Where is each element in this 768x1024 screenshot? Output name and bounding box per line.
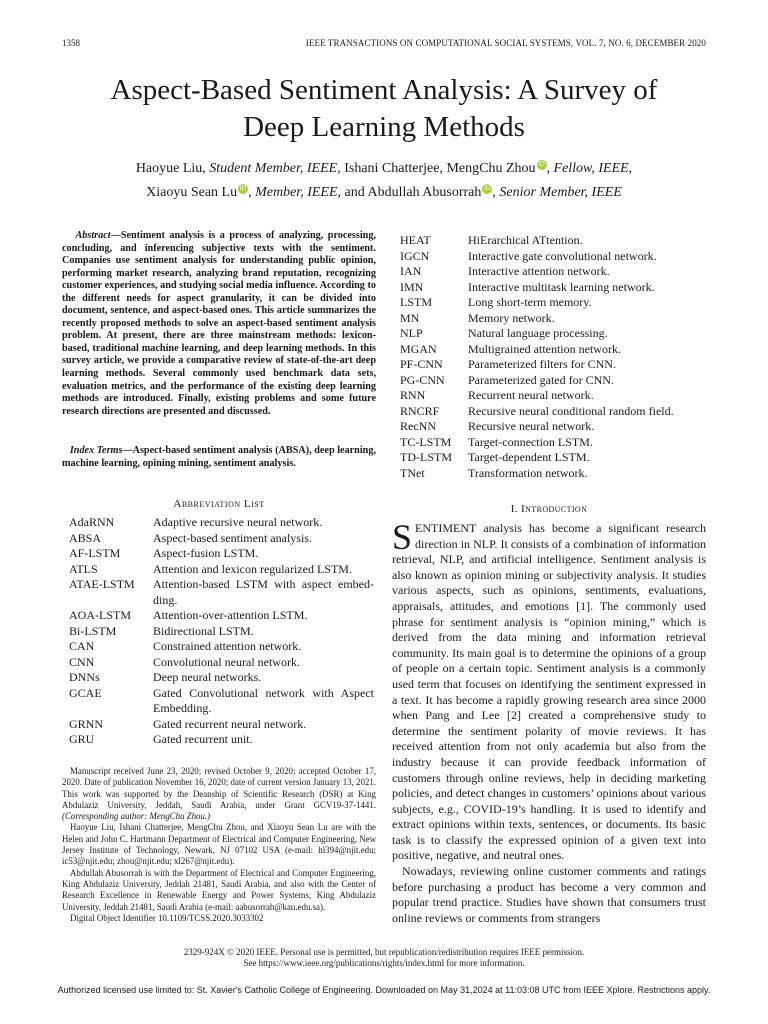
orcid-icon[interactable]: iD <box>484 185 491 193</box>
abbreviation-row <box>69 624 374 640</box>
abbreviation-definition: Natural language processing. <box>468 326 608 340</box>
abbreviation-term: ATAE-LSTM <box>69 577 135 591</box>
abbreviation-row <box>400 249 706 265</box>
abbreviation-term: HEAT <box>400 233 431 247</box>
abbreviation-term: AF-LSTM <box>69 546 121 560</box>
abbreviation-term: AOA-LSTM <box>69 608 131 622</box>
abbreviation-term: PF-CNN <box>400 357 443 371</box>
abbreviation-definition: Attention-based LSTM with aspect embed-ding. <box>153 577 374 607</box>
abbreviation-term: IAN <box>400 264 422 278</box>
abbreviation-term: DNNs <box>69 670 100 684</box>
abbreviation-row <box>400 326 706 342</box>
abbreviation-term: PG-CNN <box>400 372 445 387</box>
footnote-manuscript-text: Manuscript received June 23, 2020; revised October 9, 2020; accepted October 17, 2020. Date of publication November 16, 2020; date of current version January 13, 2021. This work was supported by the Deanship of Scientific Research (DSR) at King Abdulaziz University, Jeddah, Saudi Arabia, under Grant GCV19-37-1441. <box>62 766 376 810</box>
abbreviation-term: RNN <box>400 388 426 402</box>
abbreviation-definition: HiErarchical ATtention. <box>468 233 583 247</box>
abbreviation-row <box>400 264 706 280</box>
abbreviation-row <box>69 732 374 748</box>
abbreviation-term: RNCRF <box>400 403 440 418</box>
abbreviation-term: LSTM <box>400 295 433 309</box>
author-name: Haoyue Liu, <box>135 161 210 176</box>
abbreviation-row <box>400 435 706 451</box>
author-name: and Abdullah Abusorrah <box>341 185 482 200</box>
abbreviation-row <box>69 717 374 733</box>
doi[interactable]: Digital Object Identifier 10.1109/TCSS.2020.3033302 <box>70 912 264 923</box>
abbreviation-term: RecNN <box>400 419 436 433</box>
abbreviation-row <box>400 466 706 482</box>
abbreviation-term: NLP <box>400 326 423 340</box>
abbreviation-definition: Multigrained attention network. <box>468 341 621 356</box>
abbreviation-row <box>69 531 374 547</box>
license-notice: Authorized licensed use limited to: St. Xavier's Catholic College of Engineering. Downloaded on May 31,2024 at 11:03:08 UTC from IEEE Xplore. Restrictions apply. <box>57 985 711 995</box>
orcid-icon[interactable]: iD <box>538 161 545 169</box>
abbreviation-term: MGAN <box>400 341 437 356</box>
footnote-affiliation-2: Abdullah Abusorrah is with the Department of Electrical and Computer Engineering, King Abdulaziz University, Jeddah 21481, Saudi Arabia, and also with the Center of Research Excellence in Renewable Energy and Power Systems, King Abdulaziz University, Jeddah 21481, Saudi Arabia (e-mail: aabusorrah@kau.edu.sa). <box>62 867 376 912</box>
author-name: Xiaoyu Sean Lu <box>146 185 238 200</box>
abbreviation-definition: Recursive neural conditional random field. <box>468 403 674 418</box>
abbreviation-definition: Adaptive recursive neural network. <box>153 515 323 529</box>
abbreviation-term: TD-LSTM <box>400 450 452 464</box>
abbreviation-definition: Recursive neural network. <box>468 419 595 433</box>
copyright-line-2: See https://www.ieee.org/publications/rights/index.html for more information. <box>243 958 525 968</box>
index-terms-label: Index Terms <box>69 445 123 456</box>
abbreviation-definition: Gated Convolutional network with Aspect Embedding. <box>153 685 374 715</box>
abbreviation-row <box>69 655 374 671</box>
abbreviation-definition: Target-connection LSTM. <box>468 434 593 449</box>
paragraph-text: analysis has become a significant research direction in NLP. It consists of a combination of information retrieval, NLP, and artificial intelligence. Sentiment analysis is also known as opinion mining or subjectivity analysis. It studies various aspects, such as opinions, sentiments, evaluations, appraisals, attitudes, and emotions [1]. The commonly used phrase for sentiment analysis is “opinion mining,” which is derived from the data mining and information retrieval community. Its main goal is to determine the opinions of a group of people on a certain topic. Sentiment analysis is a commonly used term that focuses on identifying the sentiment expressed in a text. It has become a rapidly growing research area since 2000 when Pang and Lee [2] created a comprehensive study to determine the sentiment polarity of movie reviews. It has received attention from not only academia but also from the industry because it can provide feedback information of customers through online reviews, help in deciding marketing policies, and detect changes in customers’ opinions about various subjects, e.g., COVID-19’s handling. It is used to identify and extract opinions within texts, sentences, or documents. Its basic task is to classify the expressed opinion of a given text into positive, negative, and neutral ones. <box>392 521 706 863</box>
abbreviation-definition: Interactive multitask learning network. <box>468 279 655 294</box>
paper-title-line-2: Deep Learning Methods <box>243 111 525 143</box>
copyright-notice <box>120 947 648 969</box>
author-line-2 <box>80 181 688 205</box>
abbreviation-list-left <box>69 515 374 748</box>
abbreviation-row <box>400 450 706 466</box>
abbreviation-row <box>400 419 706 435</box>
abbreviation-definition: Parameterized filters for CNN. <box>468 357 616 371</box>
abbreviation-row <box>69 686 374 717</box>
abbreviation-term: MN <box>400 310 420 325</box>
abstract-text: Sentiment analysis is a process of analyzing, processing, concluding, and inferencing subjective texts with the sentiment. Companies use sentiment analysis for understanding public opinion, performing market research, analyzing brand reputation, recognizing customer experiences, and studying social media influence. According to the different needs for aspect granularity, it can be divided into document, sentence, and aspect-based ones. This article summarizes the recently proposed methods to solve an aspect-based sentiment analysis problem. At present, there are three mainstream methods: lexicon-based, traditional machine learning, and deep learning methods. In this survey article, we provide a comparative review of state-of-the-art deep learning methods. Several commonly used benchmark data sets, evaluation metrics, and the performance of the existing deep learning methods are introduced. Finally, existing problems and some future research directions are presented and discussed. <box>62 230 376 417</box>
abbreviation-definition: Attention-over-attention LSTM. <box>153 608 308 622</box>
abbreviation-definition: Gated recurrent unit. <box>153 732 253 746</box>
abbreviation-definition: Recurrent neural network. <box>468 388 594 402</box>
orcid-icon[interactable]: iD <box>239 185 247 193</box>
abbreviation-term: TC-LSTM <box>400 434 452 449</box>
abstract: Abstract—Sentiment analysis is a process of analyzing, processing, concluding, and inferencing subjective texts with the sentiment. Companies use sentiment analysis for understanding public opinion, performing market research, analyzing brand reputation, recognizing customer experiences, and studying social media influence. According to the different needs for aspect granularity, it can be divided into document, sentence, and aspect-based ones. This article summarizes the recently proposed methods to solve an aspect-based sentiment analysis problem. At present, there are three mainstream methods: lexicon-based, traditional machine learning, and deep learning methods. In this survey article, we provide a comparative review of state-of-the-art deep learning methods. Several commonly used benchmark data sets, evaluation metrics, and the performance of the existing deep learning methods are introduced. Finally, existing problems and some future research directions are presented and discussed. <box>62 230 376 417</box>
abbreviation-row <box>400 295 706 311</box>
abbreviation-list-title: Abbreviation List <box>173 498 265 510</box>
abbreviation-term: GCAE <box>69 685 102 700</box>
abbreviation-row <box>69 670 374 686</box>
abbreviation-definition: Interactive gate convolutional network. <box>468 248 657 263</box>
abbreviation-row <box>400 404 706 420</box>
abbreviation-term: GRU <box>69 732 95 746</box>
abbreviation-row <box>69 577 374 608</box>
abbreviation-definition: Convolutional neural network. <box>153 654 300 669</box>
abbreviation-row <box>400 311 706 327</box>
author-name: , Ishani Chatterjee, MengChu Zhou <box>337 161 536 176</box>
abbreviation-definition: Aspect-fusion LSTM. <box>153 546 259 560</box>
abbreviation-list-right <box>400 233 706 481</box>
abbreviation-row <box>69 608 374 624</box>
abbreviation-definition: Aspect-based sentiment analysis. <box>153 530 312 545</box>
abbreviation-definition: Transformation network. <box>468 465 588 480</box>
abbreviation-term: Bi-LSTM <box>69 623 117 638</box>
paper-title-line-1: Aspect-Based Sentiment Analysis: A Survey of <box>110 74 658 106</box>
abbreviation-row <box>69 546 374 562</box>
introduction-paragraph-1 <box>392 517 706 864</box>
corresponding-author: (Corresponding author: MengChu Zhou.) <box>62 811 211 822</box>
abbreviation-definition: Constrained attention network. <box>153 639 302 653</box>
author-role: Student Member, IEEE <box>209 161 338 176</box>
page-number: 1358 <box>62 38 80 48</box>
abbreviation-term: ABSA <box>69 530 102 545</box>
abbreviation-row <box>400 233 706 249</box>
abbreviation-term: ATLS <box>69 561 98 576</box>
section-heading-introduction: I. Introduction <box>510 503 588 515</box>
abbreviation-definition: Bidirectional LSTM. <box>153 623 254 638</box>
abbreviation-definition: Gated recurrent neural network. <box>153 716 307 731</box>
abbreviation-row <box>400 342 706 358</box>
abbreviation-term: AdaRNN <box>69 515 115 529</box>
abbreviation-definition: Target-dependent LSTM. <box>468 450 590 464</box>
abbreviation-definition: Memory network. <box>468 310 555 325</box>
abbreviation-row <box>69 562 374 578</box>
abbreviation-row <box>400 388 706 404</box>
abbreviation-row <box>400 280 706 296</box>
author-role: , Fellow, IEEE, <box>546 161 633 176</box>
abbreviation-row <box>69 515 374 531</box>
abbreviation-definition: Attention and lexicon regularized LSTM. <box>153 561 352 576</box>
index-terms: Index Terms—Aspect-based sentiment analysis (ABSA), deep learning, machine learning, opining mining, sentiment analysis. <box>62 445 376 469</box>
abbreviation-definition: Long short-term memory. <box>468 295 592 309</box>
abbreviation-term: GRNN <box>69 716 104 731</box>
abbreviation-term: IMN <box>400 279 424 294</box>
abbreviation-definition: Deep neural networks. <box>153 670 262 684</box>
footnote-affiliation-1: Haoyue Liu, Ishani Chatterjee, MengChu Zhou, and Xiaoyu Sean Lu are with the Helen and John C. Hartmann Department of Electrical and Computer Engineering, New Jersey Institute of Technology, Newark, NJ 07102 USA (e-mail: hl394@njit.edu; ic53@njit.edu; zhou@njit.edu; xl267@njit.edu). <box>62 822 376 867</box>
abbreviation-term: CAN <box>69 639 95 653</box>
introduction-paragraph-2: Nowadays, reviewing online customer comments and ratings before purchasing a product has become a very common and popular trend practice. Studies have shown that consumers trust online reviews or comments from strangers <box>392 864 706 925</box>
abbreviation-row <box>400 357 706 373</box>
index-terms-text: Aspect-based sentiment analysis (ABSA), deep learning, machine learning, opining mining, sentiment analysis. <box>62 445 376 469</box>
footnote-manuscript <box>62 766 376 822</box>
author-list <box>80 157 688 205</box>
author-role: , Member, IEEE, <box>248 185 342 200</box>
footnote <box>62 766 376 924</box>
introduction-body <box>392 517 706 926</box>
abbreviation-row <box>400 373 706 389</box>
abbreviation-term: IGCN <box>400 248 430 263</box>
abbreviation-row <box>69 639 374 655</box>
author-role: , Senior Member, IEEE <box>492 185 622 200</box>
abbreviation-term: CNN <box>69 654 95 669</box>
abbreviation-definition: Parameterized gated for CNN. <box>468 372 614 387</box>
copyright-line-1: 2329-924X © 2020 IEEE. Personal use is permitted, but republication/redistribution requires IEEE permission. <box>183 947 585 957</box>
abstract-label: Abstract <box>75 230 111 241</box>
drop-cap: S <box>392 517 413 557</box>
small-caps-lead: ENTIMENT <box>415 521 477 535</box>
abbreviation-term: TNet <box>400 465 425 480</box>
paper-title <box>60 72 708 146</box>
author-line-1 <box>80 157 688 181</box>
journal-header: IEEE TRANSACTIONS ON COMPUTATIONAL SOCIAL SYSTEMS, VOL. 7, NO. 6, DECEMBER 2020 <box>305 38 706 48</box>
abbreviation-definition: Interactive attention network. <box>468 264 610 278</box>
